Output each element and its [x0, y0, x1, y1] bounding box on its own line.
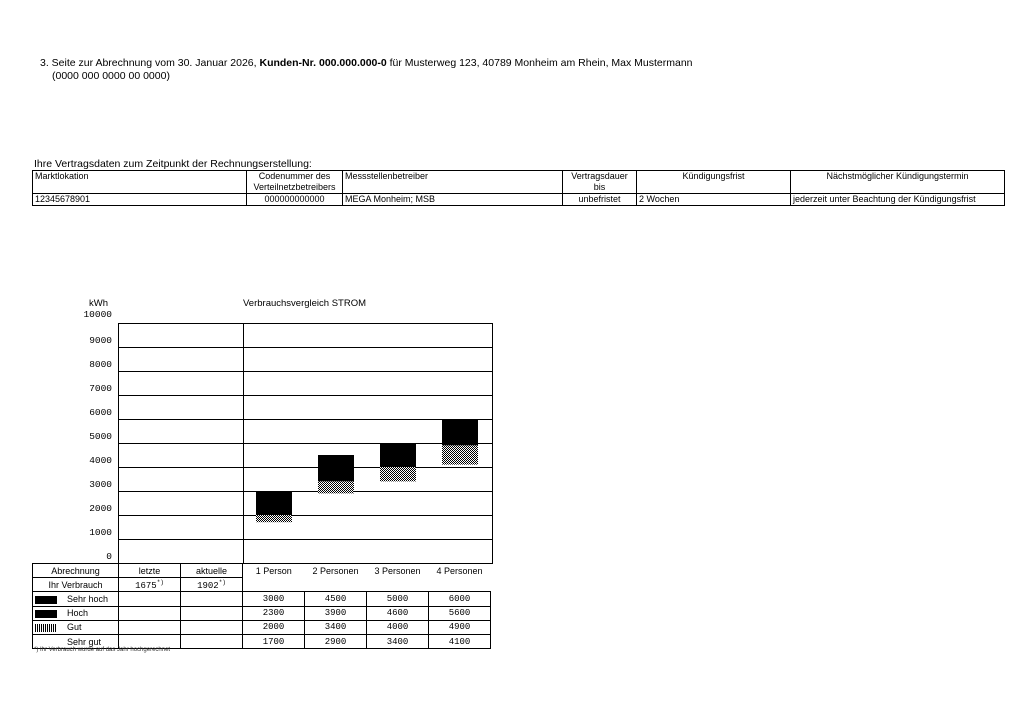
series-value: 5600 [429, 606, 491, 620]
series-value: 3900 [305, 606, 367, 620]
header-address: für Musterweg 123, 40789 Monheim am Rhein, Max Mustermann [386, 57, 693, 69]
td-kuendigungsfrist: 2 Wochen [637, 194, 791, 206]
bar-gut [442, 445, 478, 464]
th-messstellenbetreiber: Messstellenbetreiber [343, 171, 563, 194]
customer-number: Kunden-Nr. 000.000.000-0 [259, 57, 387, 69]
legend-swatch [35, 610, 57, 618]
empty-cell [181, 620, 243, 634]
values-table [32, 563, 491, 649]
bar-gut [318, 481, 354, 493]
verbrauch-aktuelle [181, 578, 243, 592]
bar-hoch [442, 419, 478, 445]
y-tick-label: 7000 [89, 383, 112, 394]
y-tick-label: 10000 [83, 309, 112, 320]
series-value: 2300 [243, 606, 305, 620]
series-value: 1700 [243, 634, 305, 648]
series-row [33, 606, 491, 620]
bar-gut [380, 467, 416, 481]
y-tick-label: 6000 [89, 407, 112, 418]
legend-swatch [35, 624, 57, 632]
th-kuendigungsfrist: Kündigungsfrist [637, 171, 791, 194]
footnote: *) Ihr Verbrauch wurde auf das Jahr hochgerechnet [34, 647, 171, 653]
td-marktlokation: 12345678901 [33, 194, 247, 206]
td-messstellenbetreiber: MEGA Monheim; MSB [343, 194, 563, 206]
series-value: 4500 [305, 592, 367, 606]
series-label [33, 606, 119, 620]
series-row [33, 592, 491, 606]
empty-cell [119, 606, 181, 620]
verbrauch-label: Ihr Verbrauch [33, 578, 119, 592]
th-kuendigungstermin: Nächstmöglicher Kündigungstermin [791, 171, 1005, 194]
bar-hoch [380, 443, 416, 467]
td-vertragsdauer: unbefristet [563, 194, 637, 206]
verbrauch-letzte-value: 1675 [135, 580, 157, 591]
series-value: 5000 [367, 592, 429, 606]
series-name: Hoch [67, 608, 89, 619]
note-marker: *) [156, 578, 164, 586]
legend-swatch [35, 638, 57, 646]
empty-cell [119, 620, 181, 634]
legend-swatch [35, 596, 57, 604]
bar-gut [256, 515, 292, 522]
category-label: 4 Personen [436, 565, 483, 576]
series-value: 6000 [429, 592, 491, 606]
empty-cell [181, 606, 243, 620]
series-label [33, 620, 119, 634]
th-vertragsdauer: Vertragsdauer bis [563, 171, 637, 194]
y-tick-label: 0 [106, 551, 112, 562]
row-abrechnung [33, 564, 491, 578]
y-tick-label: 8000 [89, 359, 112, 370]
series-name: Gut [67, 622, 82, 633]
empty-cell [119, 592, 181, 606]
series-value: 4600 [367, 606, 429, 620]
series-label [33, 592, 119, 606]
series-value: 3000 [243, 592, 305, 606]
category-label: 3 Personen [374, 565, 421, 576]
abrechnung-label: Abrechnung [33, 564, 119, 578]
verbrauch-aktuelle-value: 1902 [197, 580, 219, 591]
y-axis-unit: kWh [89, 298, 108, 309]
col-aktuelle: aktuelle [181, 564, 243, 578]
bar-hoch [256, 491, 292, 515]
category-label: 1 Person [255, 565, 292, 576]
series-row [33, 620, 491, 634]
header-text: 3. Seite zur Abrechnung vom 30. Januar 2026, [40, 57, 260, 69]
chart-title: Verbrauchsvergleich STROM [243, 298, 367, 309]
series-value: 2900 [305, 634, 367, 648]
y-tick-label: 4000 [89, 455, 112, 466]
category-label: 2 Personen [312, 565, 359, 576]
th-codenummer: Codenummer des Verteilnetzbetreibers [247, 171, 343, 194]
series-name: Sehr hoch [67, 593, 109, 604]
series-name: Sehr gut [67, 636, 102, 647]
bar-hoch [318, 455, 354, 481]
series-value: 3400 [367, 634, 429, 648]
y-tick-label: 5000 [89, 431, 112, 442]
y-tick-label: 9000 [89, 335, 112, 346]
row-verbrauch [33, 578, 491, 592]
y-tick-label: 2000 [89, 503, 112, 514]
col-letzte: letzte [119, 564, 181, 578]
td-kuendigungstermin: jederzeit unter Beachtung der Kündigungsfrist [791, 194, 1005, 206]
verbrauch-letzte [119, 578, 181, 592]
empty-cell [181, 592, 243, 606]
header-line-2: (0000 000 0000 00 0000) [52, 70, 170, 82]
td-codenummer: 000000000000 [247, 194, 343, 206]
y-tick-label: 1000 [89, 527, 112, 538]
contract-caption: Ihre Vertragsdaten zum Zeitpunkt der Rechnungserstellung: [34, 158, 312, 170]
series-value: 3400 [305, 620, 367, 634]
empty-cell [181, 634, 243, 648]
th-marktlokation: Marktlokation [33, 171, 247, 194]
series-value: 4900 [429, 620, 491, 634]
series-value: 4100 [429, 634, 491, 648]
note-marker: *) [218, 578, 226, 586]
y-tick-label: 3000 [89, 479, 112, 490]
series-value: 4000 [367, 620, 429, 634]
series-value: 2000 [243, 620, 305, 634]
